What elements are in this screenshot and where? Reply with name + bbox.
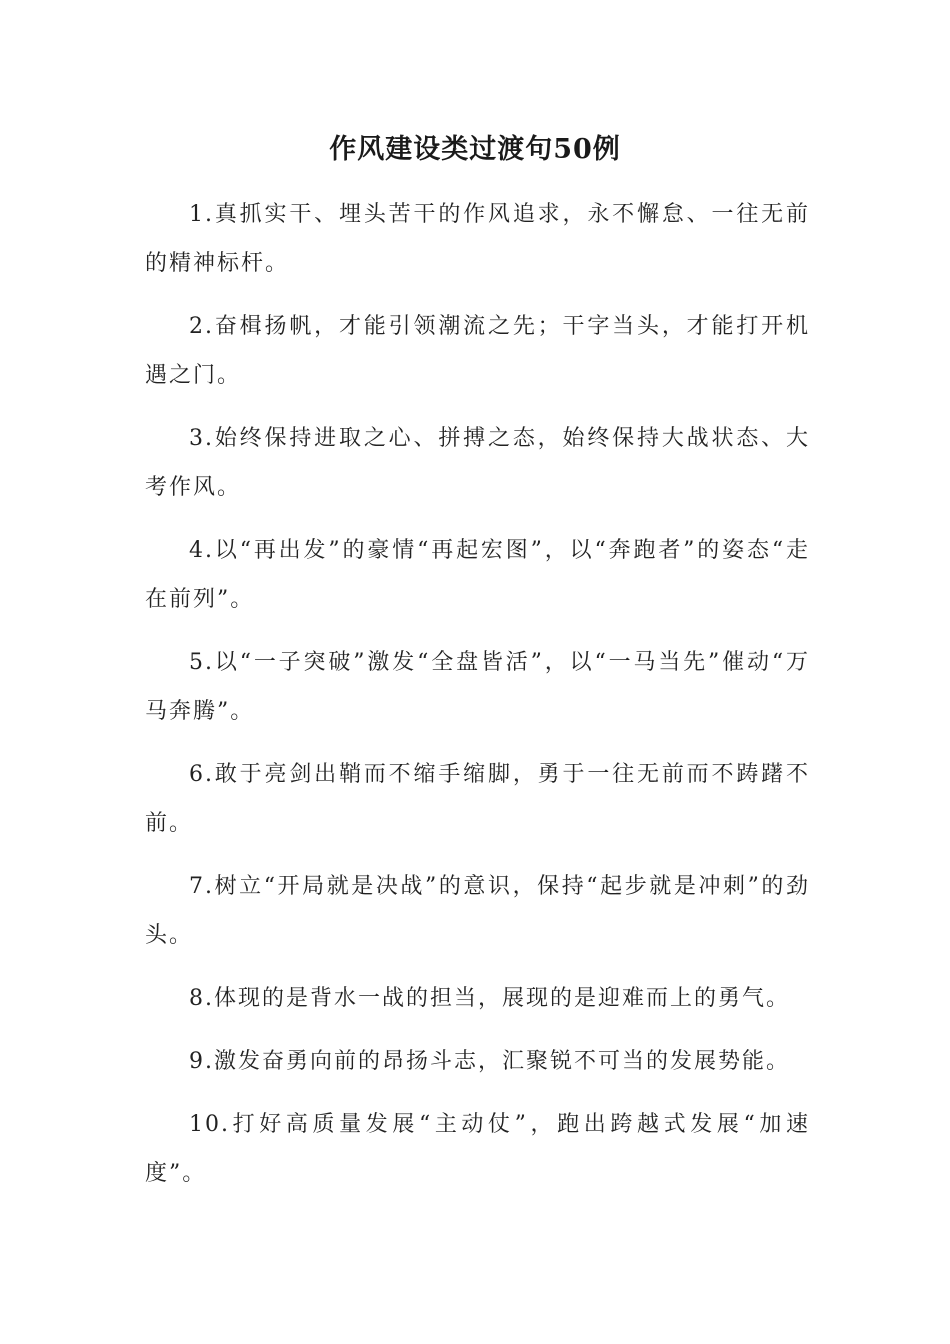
paragraph-3: 3.始终保持进取之心、拼搏之态，始终保持大战状态、大考作风。 [145,426,810,500]
paragraph-6: 6.敢于亮剑出鞘而不缩手缩脚，勇于一往无前而不踌躇不前。 [145,762,810,836]
paragraph-1: 1.真抓实干、埋头苦干的作风追求，永不懈怠、一往无前的精神标杆。 [145,202,810,276]
paragraph-5: 5.以“一子突破”激发“全盘皆活”，以“一马当先”催动“万马奔腾”。 [145,650,810,724]
paragraph-10: 10.打好高质量发展“主动仗”，跑出跨越式发展“加速度”。 [145,1112,810,1186]
paragraph-7: 7.树立“开局就是决战”的意识，保持“起步就是冲刺”的劲头。 [145,874,810,948]
paragraph-9: 9.激发奋勇向前的昂扬斗志，汇聚锐不可当的发展势能。 [189,1049,790,1074]
paragraph-4: 4.以“再出发”的豪情“再起宏图”，以“奔跑者”的姿态“走在前列”。 [145,538,810,612]
paragraph-8: 8.体现的是背水一战的担当，展现的是迎难而上的勇气。 [189,986,790,1011]
document-title: 作风建设类过渡句50例 [329,134,621,165]
document-body [145,190,810,1212]
paragraph-2: 2.奋楫扬帆，才能引领潮流之先；干字当头，才能打开机遇之门。 [145,314,810,388]
